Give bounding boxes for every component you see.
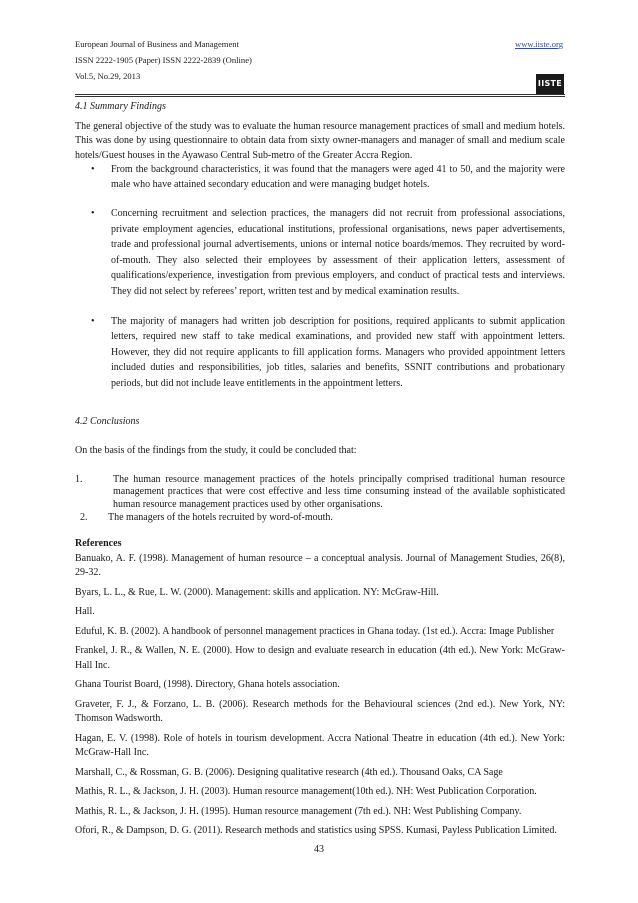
conclusions-intro: On the basis of the findings from the study, it could be concluded that: xyxy=(75,445,357,457)
main-content xyxy=(75,100,565,839)
reference-entry: Mathis, R. L., & Jackson, J. H. (2003). Human resource management(10th ed.). NH: West Publication Corporation. xyxy=(75,786,537,798)
conclusion-number: 2. xyxy=(80,512,88,524)
page-header xyxy=(75,36,565,84)
bullet-text: Concerning recruitment and selection practices, the managers did not recruit from professional associations, private employment agencies, educational institutions, professional organisations, news paper advertisements, trade and professional journal advertisements, unions or internal notice boards/memos. They recruited by word-of-mouth. They also selected their employees by assessment of their application letters, assessment of qualifications/experience, investigation from previous employers, and conduct of practical tests and interviews. They did not select by referees’ report, written test and by medical examination results. xyxy=(111,208,565,297)
bullet-text: The majority of managers had written job description for positions, required applicants to submit application letters, required new staff to take medical examinations, and provided new staff with appointment letters. However, they did not require applicants to fill application forms. Managers who provided appointment letters included duties and responsibilities, job titles, salaries and benefits, SSNIT contributions and probationary periods, but did not include leave entitlements in the appointment letters. xyxy=(111,315,565,389)
bullet-symbol: • xyxy=(91,315,95,327)
summary-bullet xyxy=(75,163,565,192)
journal-title: European Journal of Business and Management xyxy=(75,39,239,49)
reference-entry: Hall. xyxy=(75,606,95,618)
iiste-logo: IISTE xyxy=(536,74,564,94)
issn-line: ISSN 2222-1905 (Paper) ISSN 2222-2839 (Online) xyxy=(75,55,252,65)
summary-heading: 4.1 Summary Findings xyxy=(75,101,166,112)
reference-entry: Graveter, F. J., & Forzano, L. B. (2006). Research methods for the Behavioural sciences (2nd ed.). New York, NY: Thomson Wadsworth. xyxy=(75,698,565,725)
references-heading: References xyxy=(75,538,122,550)
conclusion-text: The human resource management practices of the hotels principally comprised traditional human resource management practices that were cost effective and less time consuming instead of the available sophisticated human resource management practices used by other organisations. xyxy=(113,473,565,510)
bullet-symbol: • xyxy=(91,208,95,219)
journal-url-link[interactable]: www.iiste.org xyxy=(515,39,563,49)
conclusions-heading: 4.2 Conclusions xyxy=(75,415,140,427)
summary-bullet xyxy=(75,314,565,392)
reference-entry: Byars, L. L., & Rue, L. W. (2000). Management: skills and application. NY: McGraw-Hill. xyxy=(75,586,439,598)
reference-entry: Hagan, E. V. (1998). Role of hotels in tourism development. Accra National Theatre in education (4th ed.). New York: McGraw-Hall Inc. xyxy=(75,732,565,759)
reference-entry: Ofori, R., & Dampson, D. G. (2011). Research methods and statistics using SPSS. Kumasi, Payless Publication Limited. xyxy=(75,825,557,837)
page-number: 43 xyxy=(314,844,324,855)
conclusion-text: The managers of the hotels recruited by word-of-mouth. xyxy=(108,512,333,524)
summary-intro: The general objective of the study was to evaluate the human resource management practices of small and medium hotels. This was done by using questionnaire to obtain data from sixty owner-managers and manager of small and medium scale hotels/Guest houses in the Ayawaso Central Sub-metro of the Greater Accra Region. xyxy=(75,120,565,161)
conclusion-item xyxy=(75,511,565,524)
conclusion-number: 1. xyxy=(75,473,83,485)
reference-entry: Banuako, A. F. (1998). Management of human resource – a conceptual analysis. Journal of Management Studies, 26(8), 29-32. xyxy=(75,552,565,579)
volume-line: Vol.5, No.29, 2013 xyxy=(75,71,141,81)
reference-entry: Frankel, J. R., & Wallen, N. E. (2000). How to design and evaluate research in education (4th ed.). New York: McGraw-Hall Inc. xyxy=(75,645,565,671)
bullet-symbol: • xyxy=(91,164,95,175)
reference-entry: Eduful, K. B. (2002). A handbook of personnel management practices in Ghana today. (1st ed.). Accra: Image Publisher xyxy=(75,625,555,637)
summary-bullet xyxy=(75,206,565,300)
conclusion-item xyxy=(75,474,565,512)
reference-entry: Ghana Tourist Board, (1998). Directory, Ghana hotels association. xyxy=(75,679,340,691)
header-rule-thin xyxy=(75,96,565,97)
bullet-text: From the background characteristics, it was found that the managers were aged 41 to 50, and the majority were male who have attained secondary education and were managing budget hotels. xyxy=(111,164,565,190)
reference-entry: Mathis, R. L., & Jackson, J. H. (1995). Human resource management (7th ed.). NH: West Publishing Company. xyxy=(75,805,522,817)
header-rule xyxy=(75,94,565,95)
reference-entry: Marshall, C., & Rossman, G. B. (2006). Designing qualitative research (4th ed.). Thousand Oaks, CA Sage xyxy=(75,766,503,778)
